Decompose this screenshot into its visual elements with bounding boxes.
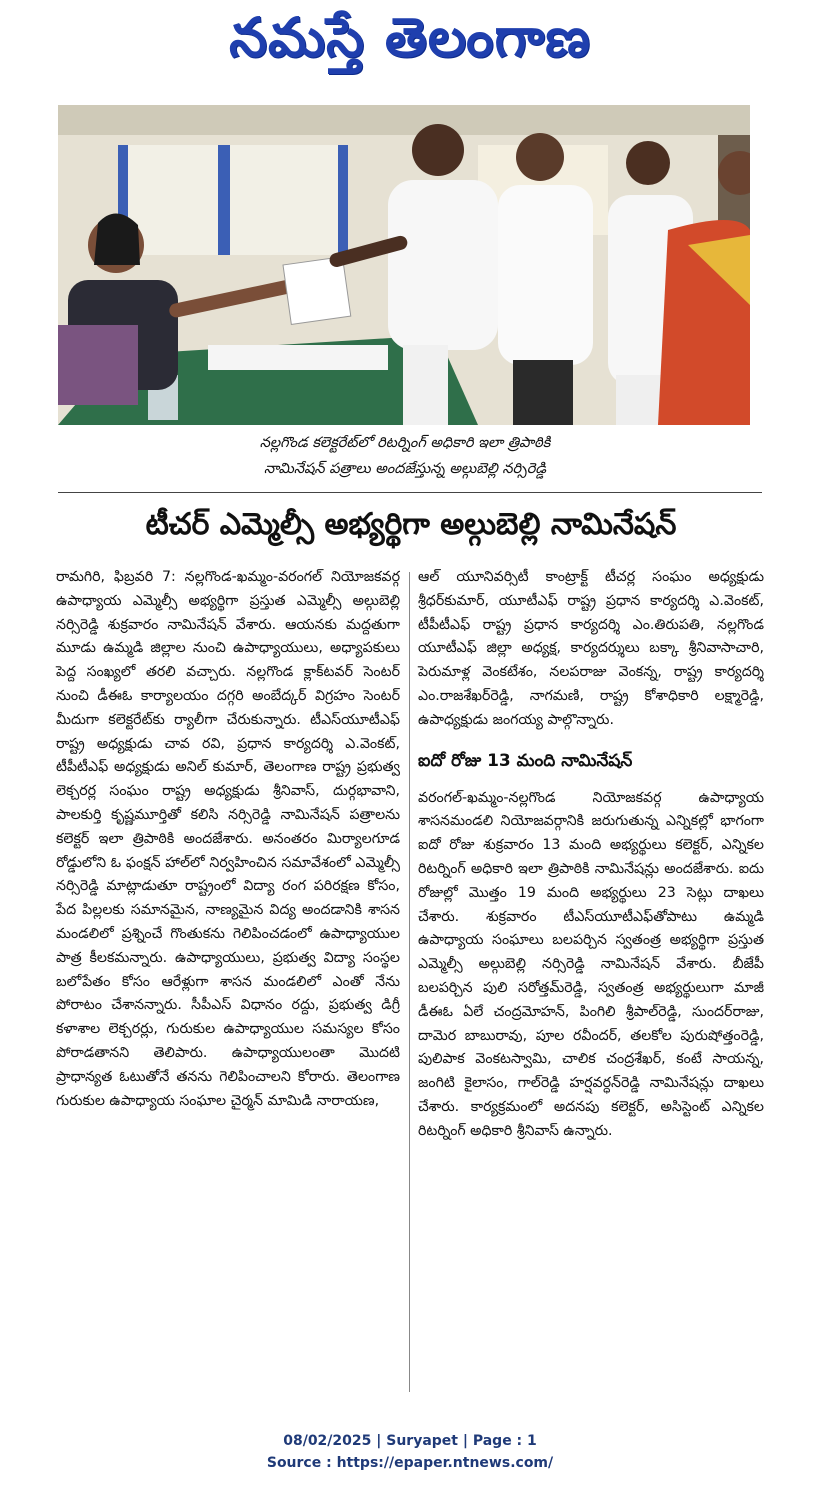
- footer-source-line: Source : https://epaper.ntnews.com/: [266, 1455, 554, 1471]
- article-paragraph: వరంగల్-ఖమ్మం-నల్లగొండ నియోజకవర్గ ఉపాధ్యాయ శాసనమండలి నియోజవర్గానికి జరుగుతున్న ఎన్నికల్లో భాగంగా ఐదో రోజు శుక్రవారం 13 మంది అభ్యర్థులు కలెక్టర్, ఎన్నికల రిటర్నింగ్ అధికారి ఇలా త్రిపాఠికి నామినేషన్లు అందజేశారు. ఐదు రోజుల్లో మొత్తం 19 మంది అభ్యర్థులు 23 సెట్లు దాఖలు చేశారు. శుక్రవారం టీఎస్‌యూటీఎఫ్‌తోపాటు ఉమ్మడి ఉపాధ్యాయ సంఘాలు బలపర్చిన స్వతంత్ర అభ్యర్థిగా ప్రస్తుత ఎమ్మెల్సీ అల్గుబెల్లి నర్సిరెడ్డి నామినేషన్ వేశారు. బీజేపీ బలపర్చిన పులి సరోత్తమ్‌రెడ్డి, స్వతంత్ర అభ్యర్థులుగా మాజీ డీఈఓ ఏలే చంద్రమోహన్, పింగిలి శ్రీపాల్‌రెడ్డి, సుందర్‌రాజు, దామెర బాబురావు, పూల రవీందర్, తలకోల పురుషోత్తంరెడ్డి, పులిపాక వెంకటస్వామి, చాలిక చంద్రశేఖర్, కంటే సాయన్న, జంగిటి కైలాసం, గాల్‌రెడ్డి హర్షవర్ధన్‌రెడ్డి నామినేషన్లు దాఖలు చేశారు. కార్యక్రమంలో అదనపు కలెక్టర్, అసిస్టెంట్ ఎన్నికల రిటర్నింగ్ అధికారి శ్రీనివాస్ ఉన్నారు.: [418, 789, 764, 1139]
- footer-date-line: 08/02/2025 | Suryapet | Page : 1: [283, 1433, 537, 1449]
- page-footer: [0, 1430, 820, 1474]
- article-paragraph: ఆల్ యూనివర్సిటీ కాంట్రాక్ట్ టీచర్ల సంఘం అధ్యక్షుడు శ్రీధర్‌కుమార్, యూటీఎఫ్ రాష్ట్ర ప్రధాన కార్యదర్శి ఎ.వెంకట్, టీపీటీఎఫ్ రాష్ట్ర ప్రధాన కార్యదర్శి ఎం.తిరుపతి, నల్లగొండ యూటీఎఫ్ జిల్లా అధ్యక్ష, కార్యదర్శులు బక్కా శ్రీనివాసాచారి, పెరుమాళ్ల వెంకటేశం, నలపరాజు వెంకన్న, రాష్ట్ర కార్యదర్శి ఎం.రాజశేఖర్‌రెడ్డి, నాగమణి, రాష్ట్ర కోశాధికారి లక్ష్మారెడ్డి, ఉపాధ్యక్షుడు జంగయ్య పాల్గొన్నారు.: [418, 569, 764, 728]
- article-left-column: [56, 566, 400, 1113]
- divider: [58, 492, 762, 493]
- caption-line: నామినేషన్ పత్రాలు అందజేస్తున్న అల్గుబెల్లి నర్సిరెడ్డి: [263, 461, 547, 477]
- photo-icon: [58, 105, 750, 425]
- article-paragraph: రామగిరి, ఫిబ్రవరి 7: నల్లగొండ-ఖమ్మం-వరంగల్ నియోజకవర్గ ఉపాధ్యాయ ఎమ్మెల్సీ అభ్యర్థిగా ప్రస్తుత ఎమ్మెల్సీ అల్గుబెల్లి నర్సిరెడ్డి శుక్రవారం నామినేషన్ వేశారు. ఆయనకు మద్దతుగా మూడు ఉమ్మడి జిల్లాల నుంచి ఉపాధ్యాయులు, అధ్యాపకులు పెద్ద సంఖ్యలో తరలి వచ్చారు. నల్లగొండ క్లాక్‌టవర్ సెంటర్ నుంచి డీఈఓ కార్యాలయం దగ్గరి అంబేద్కర్ విగ్రహం సెంటర్ మీదుగా కలెక్టరేట్‌కు ర్యాలీగా చేరుకున్నారు. టీఎస్‌యూటీఎఫ్ రాష్ట్ర అధ్యక్షుడు చావ రవి, ప్రధాన కార్యదర్శి ఎ.వెంకట్, టీపీటీఎఫ్ అధ్యక్షుడు అనిల్ కుమార్, తెలంగాణ రాష్ట్ర ప్రభుత్వ లెక్చరర్ల సంఘం రాష్ట్ర అధ్యక్షుడు శ్రీనివాస్, దుర్గభావాని, పాలకుర్తి కృష్ణమూర్తితో కలిసి నర్సిరెడ్డి నామినేషన్ పత్రాలను కలెక్టర్ ఇలా త్రిపాఠికి అందజేశారు. అనంతరం మిర్యాలగూడ రోడ్డులోని ఓ ఫంక్షన్ హాల్‌లో నిర్వహించిన సమావేశంలో ఎమ్మెల్సీ నర్సిరెడ్డి మాట్లాడుతూ రాష్ట్రంలో విద్యా రంగ పరిరక్షణ కోసం, పేద పిల్లలకు సమానమైన, నాణ్యమైన విద్య అందడానికి శాసన మండలిలో ప్రశ్నించే గొంతుకను గెలిపించడంలో ఉపాధ్యాయుల పాత్ర కీలకమన్నారు. ఉపాధ్యాయులు, ప్రభుత్వ విద్యా సంస్థల బలోపేతం కోసం ఆరేళ్లుగా శాసన మండలిలో ఎంతో నేను పోరాటం చేశానన్నారు. సీపీఎస్ విధానం రద్దు, ప్రభుత్వ డిగ్రీ కళాశాల లెక్చరర్లు, గురుకుల ఉపాధ్యాయుల సమస్యల కోసం పోరాడతానని తెలిపారు. ఉపాధ్యాయులంతా మొదటి ప్రాధాన్యత ఓటుతోనే తనను గెలిపించాలని కోరారు. తెలంగాణ గురుకుల ఉపాధ్యాయ సంఘాల చైర్మన్ మామిడి నారాయణ,: [56, 569, 400, 1109]
- subheading: ఐదో రోజు 13 మంది నామినేషన్: [418, 750, 633, 771]
- news-photo: [58, 105, 750, 425]
- photo-caption: [150, 430, 660, 482]
- article-right-column: [418, 566, 764, 1144]
- masthead-title: నమస్తే తెలంగాణ: [229, 6, 591, 69]
- caption-line: నల్లగొండ కలెక్టరేట్‌లో రిటర్నింగ్ అధికారి ఇలా త్రిపాఠికి: [259, 435, 551, 451]
- column-divider: [409, 572, 410, 1392]
- headline: టీచర్ ఎమ్మెల్సీ అభ్యర్థిగా అల్గుబెల్లి నామినేషన్: [145, 507, 677, 542]
- masthead: [0, 0, 820, 92]
